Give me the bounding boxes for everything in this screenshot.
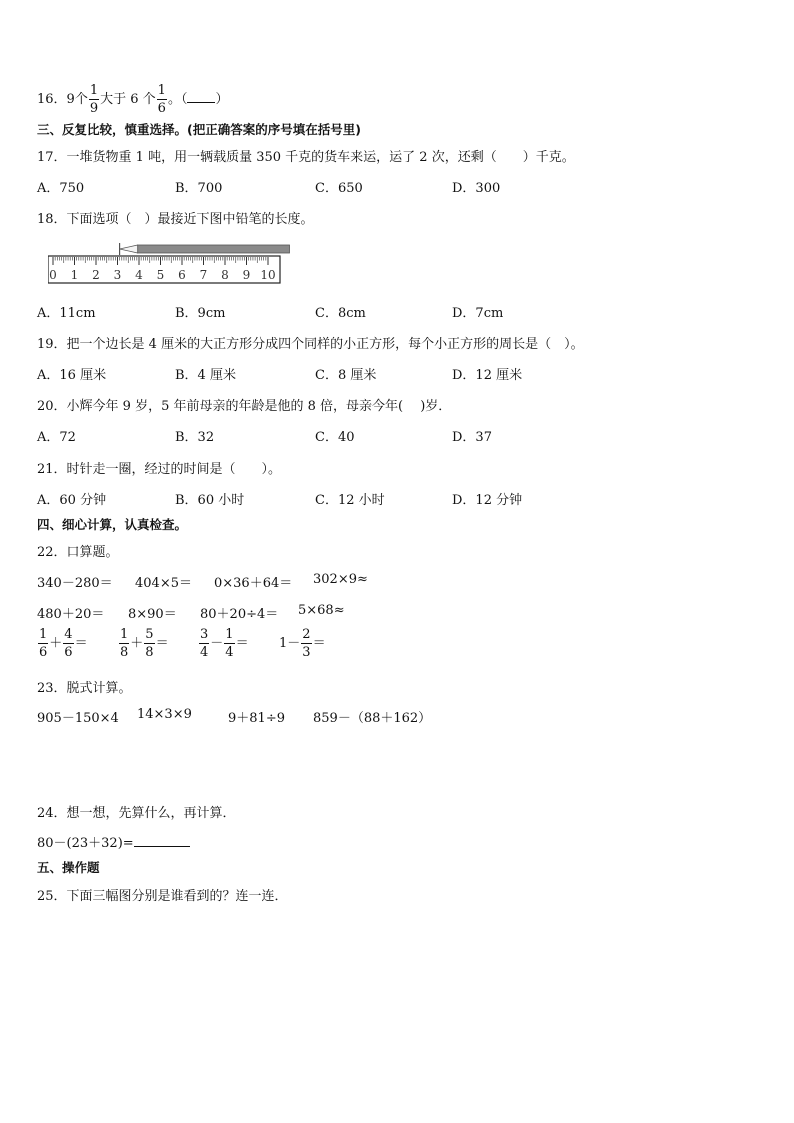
q22-r1-c1: 340－280＝	[37, 576, 113, 591]
pencil-tip	[120, 245, 138, 253]
q19-option-d[interactable]: D．12 厘米	[452, 368, 523, 383]
pencil	[120, 243, 290, 255]
section-3-heading: 三、反复比较，慎重选择。(把正确答案的序号填在括号里)	[37, 122, 361, 137]
q16-fraction-2: $\frac{1}{6}$	[157, 83, 166, 116]
q23-item-3: 9＋81÷9	[228, 711, 285, 726]
q18-text: 18．下面选项（ ）最接近下图中铅笔的长度。	[37, 212, 314, 227]
ruler-tick-label: 7	[199, 268, 208, 282]
q22-fraction-4: 1－ $\frac{2}{3}$ ＝	[279, 627, 326, 660]
q24-text: 24．想一想，先算什么，再计算．	[37, 806, 236, 821]
q17-text: 17．一堆货物重 1 吨，用一辆载质量 350 千克的货车来运，运了 2 次，还剩（ ）千克。	[37, 150, 575, 165]
q22-fraction-2: $\frac{1}{8}$ ＋ $\frac{5}{8}$ ＝	[120, 627, 169, 660]
fraction: $\frac{1}{4}$	[225, 627, 234, 660]
q21-option-b[interactable]: B．60 小时	[175, 493, 245, 508]
ruler-tick-label: 2	[92, 268, 100, 282]
ruler-tick-label: 6	[178, 268, 186, 282]
q18-option-b[interactable]: B．9cm	[175, 306, 226, 321]
q22-r2-c3: 80＋20÷4＝	[200, 607, 279, 622]
q22-fraction-3: $\frac{3}{4}$ － $\frac{1}{4}$ ＝	[200, 627, 249, 660]
q22-r1-c4: 302×9≈	[313, 572, 368, 587]
q20-option-d[interactable]: D．37	[452, 430, 492, 445]
q23-item-4: 859－（88＋162）	[313, 711, 432, 726]
q24-expr: 80－(23＋32)=	[37, 836, 134, 851]
q23-item-2: 14×3×9	[137, 707, 192, 722]
q17-option-a[interactable]: A．750	[37, 181, 85, 196]
q22-fraction-1: $\frac{1}{6}$ ＋ $\frac{4}{6}$ ＝	[39, 627, 88, 660]
fraction: $\frac{2}{3}$	[302, 627, 311, 660]
q16-text-d: ）	[215, 92, 229, 107]
q18-option-d[interactable]: D．7cm	[452, 306, 504, 321]
ruler-tick-label: 4	[135, 268, 143, 282]
q20-option-c[interactable]: C．40	[315, 430, 355, 445]
ruler-figure	[48, 242, 290, 288]
ruler-tick-label: 0	[49, 268, 57, 282]
q16-answer-blank[interactable]	[187, 102, 215, 103]
fraction: $\frac{5}{8}$	[145, 627, 154, 660]
fraction: $\frac{1}{8}$	[120, 627, 129, 660]
q19-option-b[interactable]: B．4 厘米	[175, 368, 236, 383]
q22-r2-c4: 5×68≈	[298, 603, 345, 618]
q18-option-a[interactable]: A．11cm	[37, 306, 96, 321]
ruler-tick-label: 10	[260, 268, 276, 282]
ruler-tick-label: 8	[221, 268, 229, 282]
q21-option-a[interactable]: A．60 分钟	[37, 493, 107, 508]
q24-answer-blank[interactable]	[134, 846, 190, 847]
q16	[37, 84, 228, 115]
q19-text: 19．把一个边长是 4 厘米的大正方形分成四个同样的小正方形，每个小正方形的周长是（ ）。	[37, 337, 584, 352]
q16-number: 16．	[37, 92, 67, 107]
fraction: $\frac{4}{6}$	[64, 627, 73, 660]
q22-r1-c3: 0×36＋64＝	[214, 576, 293, 591]
q20-option-b[interactable]: B．32	[175, 430, 215, 445]
q22-r2-c2: 8×90＝	[128, 607, 177, 622]
q20-option-a[interactable]: A．72	[37, 430, 76, 445]
section-5-heading: 五、操作题	[37, 860, 100, 875]
q23-text: 23．脱式计算。	[37, 681, 132, 696]
q25-text: 25．下面三幅图分别是谁看到的？连一连．	[37, 889, 288, 904]
q23-item-1: 905－150×4	[37, 711, 119, 726]
q16-fraction-1: $\frac{1}{9}$	[89, 83, 99, 116]
q21-option-c[interactable]: C．12 小时	[315, 493, 385, 508]
ruler-tick-label: 9	[242, 268, 251, 282]
fraction: $\frac{3}{4}$	[200, 627, 209, 660]
q22-r2-c1: 480＋20＝	[37, 607, 105, 622]
q21-text: 21．时针走一圈，经过的时间是（ ）。	[37, 462, 282, 477]
q22-r1-c2: 404×5＝	[135, 576, 192, 591]
section-4-heading: 四、细心计算，认真检查。	[37, 517, 188, 532]
q19-option-a[interactable]: A．16 厘米	[37, 368, 107, 383]
ruler-with-pencil	[48, 242, 290, 284]
q16-text-b: 大于 6 个	[100, 92, 156, 107]
q22-text: 22．口算题。	[37, 545, 119, 560]
q16-text-c: 。（	[167, 92, 188, 107]
q16-text-a: 9个	[66, 92, 88, 107]
ruler-tick-label: 1	[70, 268, 79, 282]
q18-option-c[interactable]: C．8cm	[315, 306, 366, 321]
pencil-body	[138, 245, 290, 253]
fraction: $\frac{1}{6}$	[39, 627, 48, 660]
q17-option-b[interactable]: B．700	[175, 181, 223, 196]
q19-option-c[interactable]: C．8 厘米	[315, 368, 377, 383]
ruler-tick-label: 3	[113, 268, 122, 282]
q20-text: 20．小辉今年 9 岁，5 年前母亲的年龄是他的 8 倍，母亲今年( )岁．	[37, 399, 452, 414]
q17-option-d[interactable]: D．300	[452, 181, 501, 196]
q21-option-d[interactable]: D．12 分钟	[452, 493, 523, 508]
ruler-tick-label: 5	[156, 268, 165, 282]
q17-option-c[interactable]: C．650	[315, 181, 363, 196]
q24-expression	[37, 832, 190, 851]
